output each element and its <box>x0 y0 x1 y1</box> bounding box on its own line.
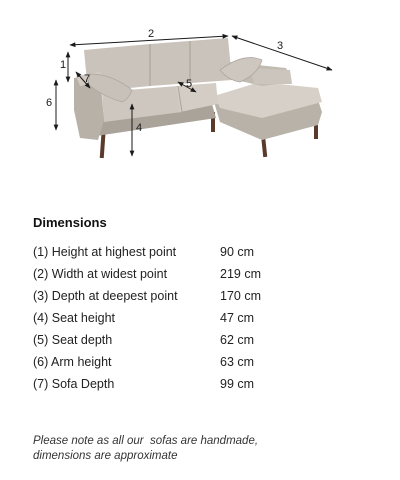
dimension-value: 99 cm <box>220 377 255 391</box>
note-line: Please note as all our sofas are handmade, <box>33 435 259 447</box>
callout-seat-depth: 5 <box>186 78 193 90</box>
sofa-image <box>74 38 322 158</box>
callout-depth: 3 <box>277 40 284 52</box>
dimension-label: (3) Depth at deepest point <box>33 289 178 303</box>
callout-seat-height: 4 <box>136 122 143 134</box>
callout-arm-height: 6 <box>46 97 53 109</box>
callout-sofa-depth: 7 <box>84 73 91 85</box>
dimension-value: 63 cm <box>220 355 255 369</box>
dimension-label: (1) Height at highest point <box>33 245 177 259</box>
dimension-value: 219 cm <box>220 267 261 281</box>
dimension-value: 62 cm <box>220 333 255 347</box>
dimension-label: (4) Seat height <box>33 311 115 325</box>
handmade-note <box>33 434 363 464</box>
dimension-label: (7) Sofa Depth <box>33 377 115 391</box>
callout-height: 1 <box>60 59 67 71</box>
dimension-value: 170 cm <box>220 289 261 303</box>
callout-width: 2 <box>148 28 155 40</box>
dimensions-heading: Dimensions <box>33 215 107 230</box>
sofa-dimension-illustration <box>0 0 400 190</box>
note-line: dimensions are approximate <box>33 450 178 462</box>
dimension-label: (6) Arm height <box>33 355 112 369</box>
dimension-value: 47 cm <box>220 311 255 325</box>
dimension-label: (5) Seat depth <box>33 333 113 347</box>
dimension-label: (2) Width at widest point <box>33 267 168 281</box>
dimension-value: 90 cm <box>220 245 255 259</box>
